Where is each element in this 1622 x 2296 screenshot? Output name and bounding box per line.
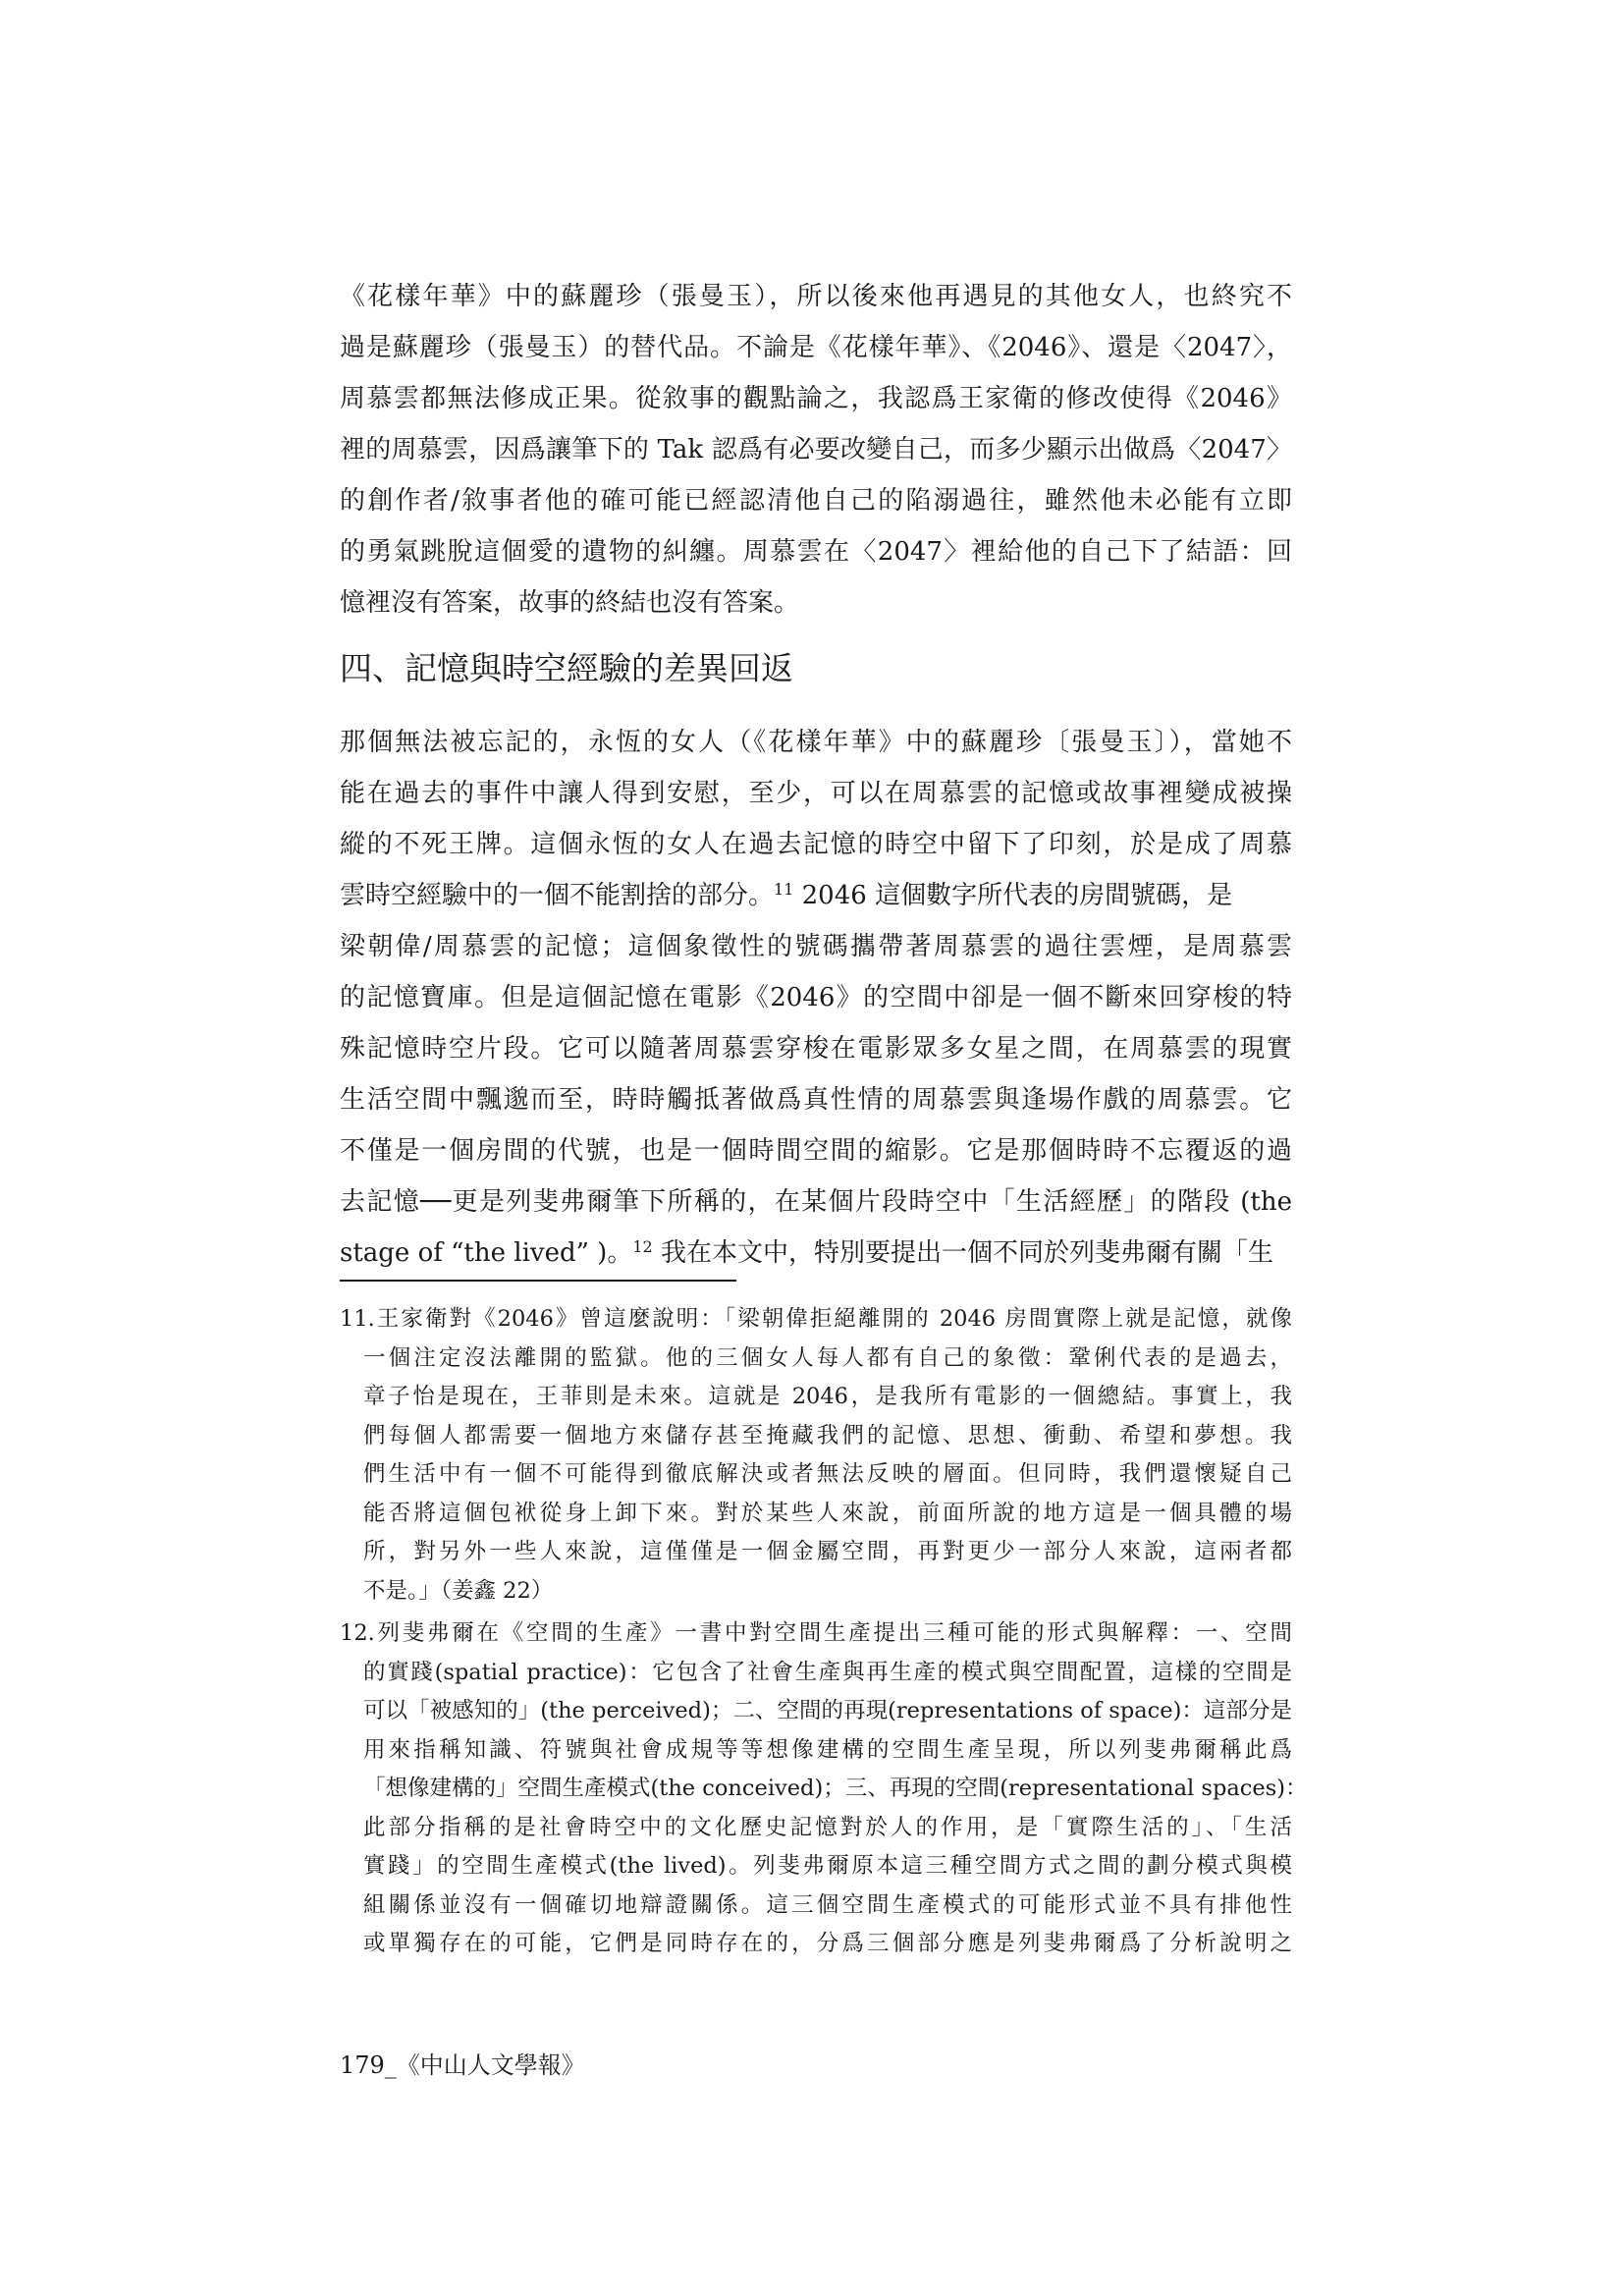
section-heading: 四、記憶與時空經驗的差異回返 xyxy=(340,649,793,687)
body-line: 裡的周慕雲，因爲讓筆下的 Tak 認爲有必要改變自己，而多少顯示出做爲〈2047〉 xyxy=(340,435,1292,465)
footnote-12-line: 可以「被感知的」(the perceived)；二、空間的再現(representations of space)：這部分是 xyxy=(363,1698,1292,1723)
footnote-divider xyxy=(340,1280,736,1282)
footnote-12-line: 的實踐(spatial practice)：它包含了社會生產與再生產的模式與空間配置，這樣的空間是 xyxy=(363,1659,1292,1685)
body-line: 的記憶寶庫。但是這個記憶在電影《2046》的空間中卻是一個不斷來回穿梭的特 xyxy=(340,983,1292,1012)
footnote-11-line: 一個注定沒法離開的監獄。他的三個女人每人都有自己的象徵：鞏俐代表的是過去， xyxy=(363,1344,1292,1371)
body-text: 我在本文中，特別要提出一個不同於列斐弗爾有關「生 xyxy=(660,1238,1273,1268)
body-line-with-note xyxy=(340,1228,1292,1279)
footnote-12-line: 12.列斐弗爾在《空間的生產》一書中對空間生產提出三種可能的形式與解釋：一、空間 xyxy=(340,1620,1292,1646)
body-text: 雲時空經驗中的一個不能割捨的部分。 xyxy=(340,881,775,910)
footnote-11-line: 11.王家衛對《2046》曾這麼說明：「梁朝偉拒絕離開的 2046 房間實際上就是記憶，就像 xyxy=(340,1306,1292,1332)
footnote-12-line: 組關係並沒有一個確切地辯證關係。這三個空間生產模式的可能形式並不具有排他性 xyxy=(363,1891,1292,1918)
footnote-ref-11: 11 xyxy=(774,880,794,899)
body-line: 能在過去的事件中讓人得到安慰，至少，可以在周慕雲的記憶或故事裡變成被操 xyxy=(340,779,1292,808)
body-line: 周慕雲都無法修成正果。從敘事的觀點論之，我認爲王家衛的修改使得《2046》 xyxy=(340,384,1292,413)
body-text: stage of “the lived” )。 xyxy=(340,1238,633,1268)
footnote-11-line: 能否將這個包袱從身上卸下來。對於某些人來說，前面所說的地方這是一個具體的場 xyxy=(363,1500,1292,1526)
footnote-11-line: 不是。」（姜鑫 22） xyxy=(363,1577,554,1604)
footnote-12-line: 用來指稱知識、符號與社會成規等等想像建構的空間生產呈現，所以列斐弗爾稱此爲 xyxy=(363,1736,1292,1763)
body-line: 生活空間中飄邈而至，時時觸抵著做爲真性情的周慕雲與逢場作戲的周慕雲。它 xyxy=(340,1085,1292,1115)
footnote-11-line: 們生活中有一個不可能得到徹底解決或者無法反映的層面。但同時，我們還懷疑自己 xyxy=(363,1461,1292,1487)
body-line: 殊記憶時空片段。它可以隨著周慕雲穿梭在電影眾多女星之間，在周慕雲的現實 xyxy=(340,1034,1292,1064)
body-line: 憶裡沒有答案，故事的終結也沒有答案。 xyxy=(340,588,800,618)
body-line: 《花樣年華》中的蘇麗珍（張曼玉），所以後來他再遇見的其他女人，也終究不 xyxy=(340,282,1292,311)
footnote-12-line: 或單獨存在的可能，它們是同時存在的，分爲三個部分應是列斐弗爾爲了分析說明之 xyxy=(363,1931,1292,1956)
body-line: 的創作者/敘事者他的確可能已經認清他自己的陷溺過往，雖然他未必能有立即 xyxy=(340,486,1292,516)
body-line: 過是蘇麗珍（張曼玉）的替代品。不論是《花樣年華》、《2046》、還是〈2047〉， xyxy=(340,333,1292,362)
footnote-11-line: 所，對另外一些人來說，這僅僅是一個金屬空間，再對更少一部分人來說，這兩者都 xyxy=(363,1539,1292,1564)
footnote-11-line: 章子怡是現在，王菲則是未來。這就是 2046，是我所有電影的一個總結。事實上，我 xyxy=(363,1384,1292,1409)
body-line: 那個無法被忘記的，永恆的女人（《花樣年華》中的蘇麗珍〔張曼玉〕），當她不 xyxy=(340,728,1292,757)
body-line: 梁朝偉/周慕雲的記憶；這個象徵性的號碼攜帶著周慕雲的過往雲煙，是周慕雲 xyxy=(340,932,1292,961)
body-line-with-note xyxy=(340,870,1292,921)
footnote-12-line: 實踐」的空間生產模式(the lived)。列斐弗爾原本這三種空間方式之間的劃分模式與模 xyxy=(363,1853,1292,1879)
body-line: 不僅是一個房間的代號，也是一個時間空間的縮影。它是那個時時不忘覆返的過 xyxy=(340,1136,1292,1166)
body-line: 去記憶──更是列斐弗爾筆下所稱的，在某個片段時空中「生活經歷」的階段 (the xyxy=(340,1187,1292,1217)
footnote-12-line: 「想像建構的」空間生產模式(the conceived)；三、再現的空間(representational spaces)： xyxy=(363,1776,1308,1801)
page-footer: 179_《中山人文學報》 xyxy=(340,2051,585,2079)
body-text: 2046 這個數字所代表的房間號碼，是 xyxy=(801,881,1233,910)
footnote-ref-12: 12 xyxy=(632,1237,653,1256)
footnote-12-line: 此部分指稱的是社會時空中的文化歷史記憶對於人的作用，是「實際生活的」、「生活 xyxy=(363,1814,1292,1840)
body-line: 縱的不死王牌。這個永恆的女人在過去記憶的時空中留下了印刻，於是成了周慕 xyxy=(340,830,1292,859)
footnote-11-line: 們每個人都需要一個地方來儲存甚至掩藏我們的記憶、思想、衝動、希望和夢想。我 xyxy=(363,1422,1292,1449)
body-line: 的勇氣跳脫這個愛的遺物的糾纏。周慕雲在〈2047〉裡給他的自己下了結語：回 xyxy=(340,537,1292,567)
